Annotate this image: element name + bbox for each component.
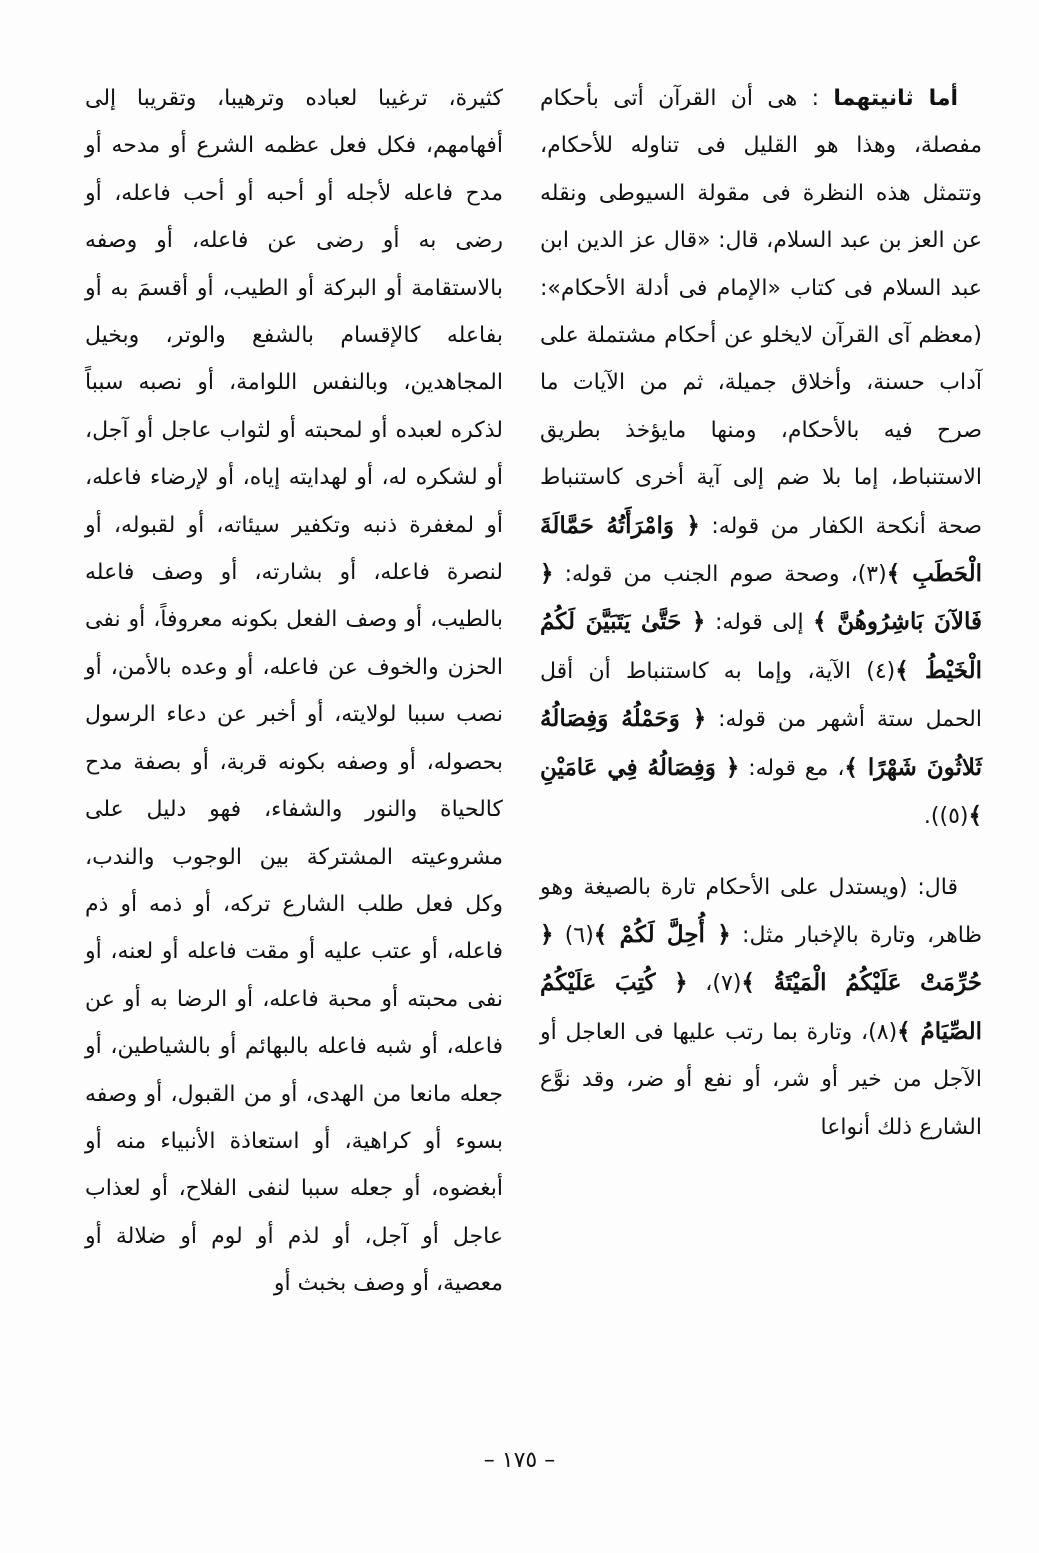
quran-verse: ﴿ حُرِّمَتْ عَلَيْكُمُ الْمَيْتَةُ ﴾ — [540, 920, 982, 997]
text-segment: (٨)، وتارة بما رتب عليها فى العاجل أو الآجل من خير أو شر، أو نفع أو ضر، وقد نوَّع الشارع ذلك أنواعا — [540, 1019, 982, 1140]
quran-verse: ﴿ حَتَّىٰ يَتَبَيَّنَ لَكُمُ الْخَيْطُ ﴾ — [540, 608, 982, 684]
text-segment: (٥)). — [923, 804, 969, 830]
page-number: – ١٧٥ – — [483, 1448, 556, 1473]
text-segment: قال: (ويستدل على الأحكام تارة بالصيغة وهو ظاهر، وتارة بالإخبار مثل: — [540, 874, 983, 948]
quran-verse: ﴿ أُحِلَّ لَكُمْ ﴾ — [593, 920, 731, 948]
paragraph-continuation: كثيرة، ترغيبا لعباده وترهيبا، وتقريبا إلى أفهامهم، فكل فعل عظمه الشرع أو مدحه أو مدح فاعله لأجله أو أحبه أو أحب فاعله، أو رضى به أو رضى عن فاعله، أو وصفه بالاستقامة أو البركة أو الطيب، أو أقسمَ به أو بفاعله كالإقسام بالشفع والوتر، وبخيل المجاهدين، وبالنفس اللوامة، أو نصبه سبباً لذكره لعبده أو لمحبته أو لثواب عاجل أو آجل، أو لشكره له، أو لهدايته إياه، أو لإرضاء فاعله، أو لمغفرة ذنبه وتكفير سيئاته، أو لقبوله، أو لنصرة فاعله، أو بشارته، أو وصف فاعله بالطيب، أو وصف الفعل بكونه معروفاً، أو نفى الحزن والخوف عن فاعله، أو وعده بالأمن، أو نصب سببا لولايته، أو أخبر عن دعاء الرسول بحصوله، أو وصفه بكونه قربة، أو بصفة مدح كالحياة والنور والشفاء، فهو دليل على مشروعيته المشتركة بين الوجوب والندب، وكل فعل طلب الشارع تركه، أو ذمه أو ذم فاعله، أو عتب عليه أو مقت فاعله أو لعنه، أو نفى محبته أو محبة فاعله، أو الرضا به أو عن فاعله، أو شبه فاعله بالبهائم أو بالشياطين، أو جعله مانعا من الهدى، أو من القبول، أو وصفه بسوء أو كراهية، أو استعاذة الأنبياء منه أو أبغضوه، أو جعله سببا لنفى الفلاح، أو لعذاب عاجل أو آجل، أو لذم أو لوم أو ضلالة أو معصية، أو وصف بخبث أو — [85, 86, 503, 1297]
quran-verse: ﴿ وَحَمْلُهُ وَفِصَالُهُ ثَلاثُونَ شَهْرًا ﴾ — [540, 705, 982, 781]
right-text-column — [540, 75, 982, 1151]
quran-verse: ﴿ وَامْرَأَتُهُ حَمَّالَةَ الْحَطَبِ ﴾ — [540, 511, 982, 588]
text-segment: (٤) الآية، وإما به كاستنباط أن أقل الحمل ستة أشهر من قوله: — [540, 658, 982, 733]
quran-verse: ﴿ وَفِصَالُهُ فِي عَامَيْنِ ﴾ — [540, 753, 982, 830]
text-segment: (٧)، — [687, 971, 742, 997]
left-text-column — [85, 75, 503, 1308]
quran-verse: ﴿ كُتِبَ عَلَيْكُمُ الصِّيَامُ ﴾ — [540, 969, 982, 1045]
quran-verse: ﴿ فَالآنَ بَاشِرُوهُنَّ ﴾ — [540, 560, 982, 636]
paragraph-1 — [540, 75, 982, 841]
text-segment: (٣)، وصحة صوم الجنب من قوله: — [553, 562, 887, 588]
text-segment: ، مع قوله: — [739, 755, 845, 781]
text-segment: : هى أن القرآن أتى بأحكام مفصلة، وهذا هو القليل فى تناوله للأحكام، وتتمثل هذه النظرة فى مقولة السيوطى ونقله عن العز بن عبد السلام، قال: «قال عز الدين ابن عبد السلام فى كتاب «الإمام فى أدلة الأحكام»: (معظم آى القرآن لايخلو عن أحكام مشتملة على آداب حسنة، وأخلاق جميلة، ثم من الآيات ما صرح فيه بالأحكام، ومنها مايؤخذ بطريق الاستنباط، إما بلا ضم إلى آية أخرى كاستنباط صحة أنكحة الكفار من قوله: — [540, 86, 982, 539]
lead-phrase: أما ثانيتهما — [833, 86, 959, 111]
text-segment: إلى قوله: — [705, 610, 814, 636]
text-segment: (٦) — [553, 922, 594, 948]
paragraph-2 — [540, 864, 982, 1151]
